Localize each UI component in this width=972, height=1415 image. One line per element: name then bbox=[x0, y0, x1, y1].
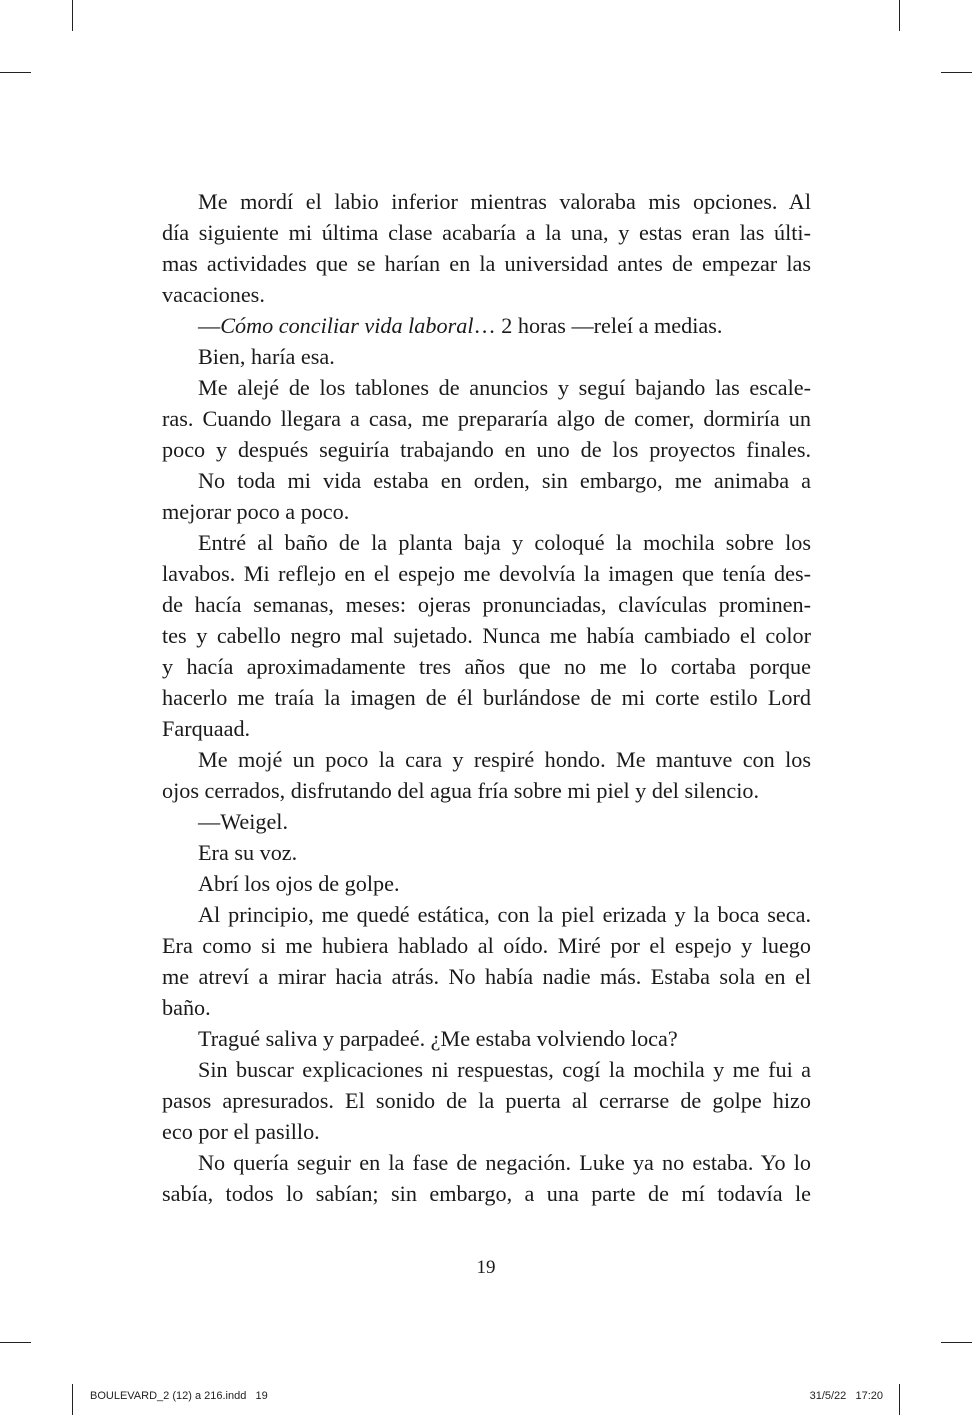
body-text bbox=[162, 186, 811, 1209]
text-line: Me alejé de los tablones de anuncios y seguí bajando las escale- bbox=[198, 375, 811, 400]
text-line: Me mojé un poco la cara y respiré hondo. Me mantuve con los bbox=[198, 747, 811, 772]
crop-mark-bottom-left bbox=[72, 1384, 73, 1415]
text-line: baño. bbox=[162, 995, 211, 1020]
text-line: Farquaad. bbox=[162, 716, 251, 741]
crop-mark-top-left bbox=[72, 0, 73, 31]
italic-title: Cómo conciliar vida laboral bbox=[220, 313, 474, 338]
text-line: ras. Cuando llegara a casa, me prepararía algo de comer, dormiría un bbox=[162, 406, 811, 431]
text-line: eco por el pasillo. bbox=[162, 1119, 320, 1144]
crop-mark-left-bottom bbox=[0, 1342, 31, 1343]
text-line: poco y después seguiría trabajando en uno de los proyectos finales. bbox=[162, 437, 811, 462]
text-line: —Weigel. bbox=[198, 809, 289, 834]
slug-datetime: 31/5/22 17:20 bbox=[809, 1390, 883, 1402]
text-line: Era su voz. bbox=[198, 840, 298, 865]
text-line: Abrí los ojos de golpe. bbox=[198, 871, 400, 896]
text-line bbox=[162, 310, 811, 341]
text-line: tes y cabello negro mal sujetado. Nunca me había cambiado el color bbox=[162, 623, 811, 648]
text-line: Me mordí el labio inferior mientras valoraba mis opciones. Al bbox=[198, 189, 811, 214]
text-line: Tragué saliva y parpadeé. ¿Me estaba volviendo loca? bbox=[198, 1026, 678, 1051]
text-line: de hacía semanas, meses: ojeras pronunciadas, clavículas prominen- bbox=[162, 592, 811, 617]
text-line: sabía, todos lo sabían; sin embargo, a una parte de mí todavía le bbox=[162, 1181, 811, 1206]
text-line: lavabos. Mi reflejo en el espejo me devolvía la imagen que tenía des- bbox=[162, 561, 811, 586]
text-line: Era como si me hubiera hablado al oído. Miré por el espejo y luego bbox=[162, 933, 811, 958]
text-line: Entré al baño de la planta baja y coloqué la mochila sobre los bbox=[198, 530, 811, 555]
crop-mark-bottom-right bbox=[899, 1384, 900, 1415]
crop-mark-right-top bbox=[941, 72, 972, 73]
page-number: 19 bbox=[476, 1257, 496, 1278]
crop-mark-top-right bbox=[899, 0, 900, 31]
slug-file-info: BOULEVARD_2 (12) a 216.indd 19 bbox=[90, 1390, 268, 1402]
crop-mark-right-bottom bbox=[941, 1342, 972, 1343]
text-line: No toda mi vida estaba en orden, sin embargo, me animaba a bbox=[198, 468, 811, 493]
text-line: mejorar poco a poco. bbox=[162, 499, 350, 524]
text-line: Al principio, me quedé estática, con la piel erizada y la boca seca. bbox=[198, 902, 811, 927]
text-line: hacerlo me traía la imagen de él burlándose de mi corte estilo Lord bbox=[162, 685, 811, 710]
text-line: me atreví a mirar hacia atrás. No había nadie más. Estaba sola en el bbox=[162, 964, 811, 989]
text-line: y hacía aproximadamente tres años que no me lo cortaba porque bbox=[162, 654, 811, 679]
text-line: Bien, haría esa. bbox=[198, 344, 335, 369]
text-line: día siguiente mi última clase acabaría a la una, y estas eran las últi- bbox=[162, 220, 811, 245]
text-line: pasos apresurados. El sonido de la puerta al cerrarse de golpe hizo bbox=[162, 1088, 811, 1113]
text-line: mas actividades que se harían en la universidad antes de empezar las bbox=[162, 251, 811, 276]
text-line: Sin buscar explicaciones ni respuestas, cogí la mochila y me fui a bbox=[198, 1057, 811, 1082]
text-line: No quería seguir en la fase de negación. Luke ya no estaba. Yo lo bbox=[198, 1150, 811, 1175]
dialogue-dash: — bbox=[198, 313, 221, 338]
text-line: vacaciones. bbox=[162, 282, 265, 307]
crop-mark-left-top bbox=[0, 72, 31, 73]
text-line: ojos cerrados, disfrutando del agua fría sobre mi piel y del silencio. bbox=[162, 778, 760, 803]
text-fragment: … 2 horas —releí a medias. bbox=[473, 313, 723, 338]
